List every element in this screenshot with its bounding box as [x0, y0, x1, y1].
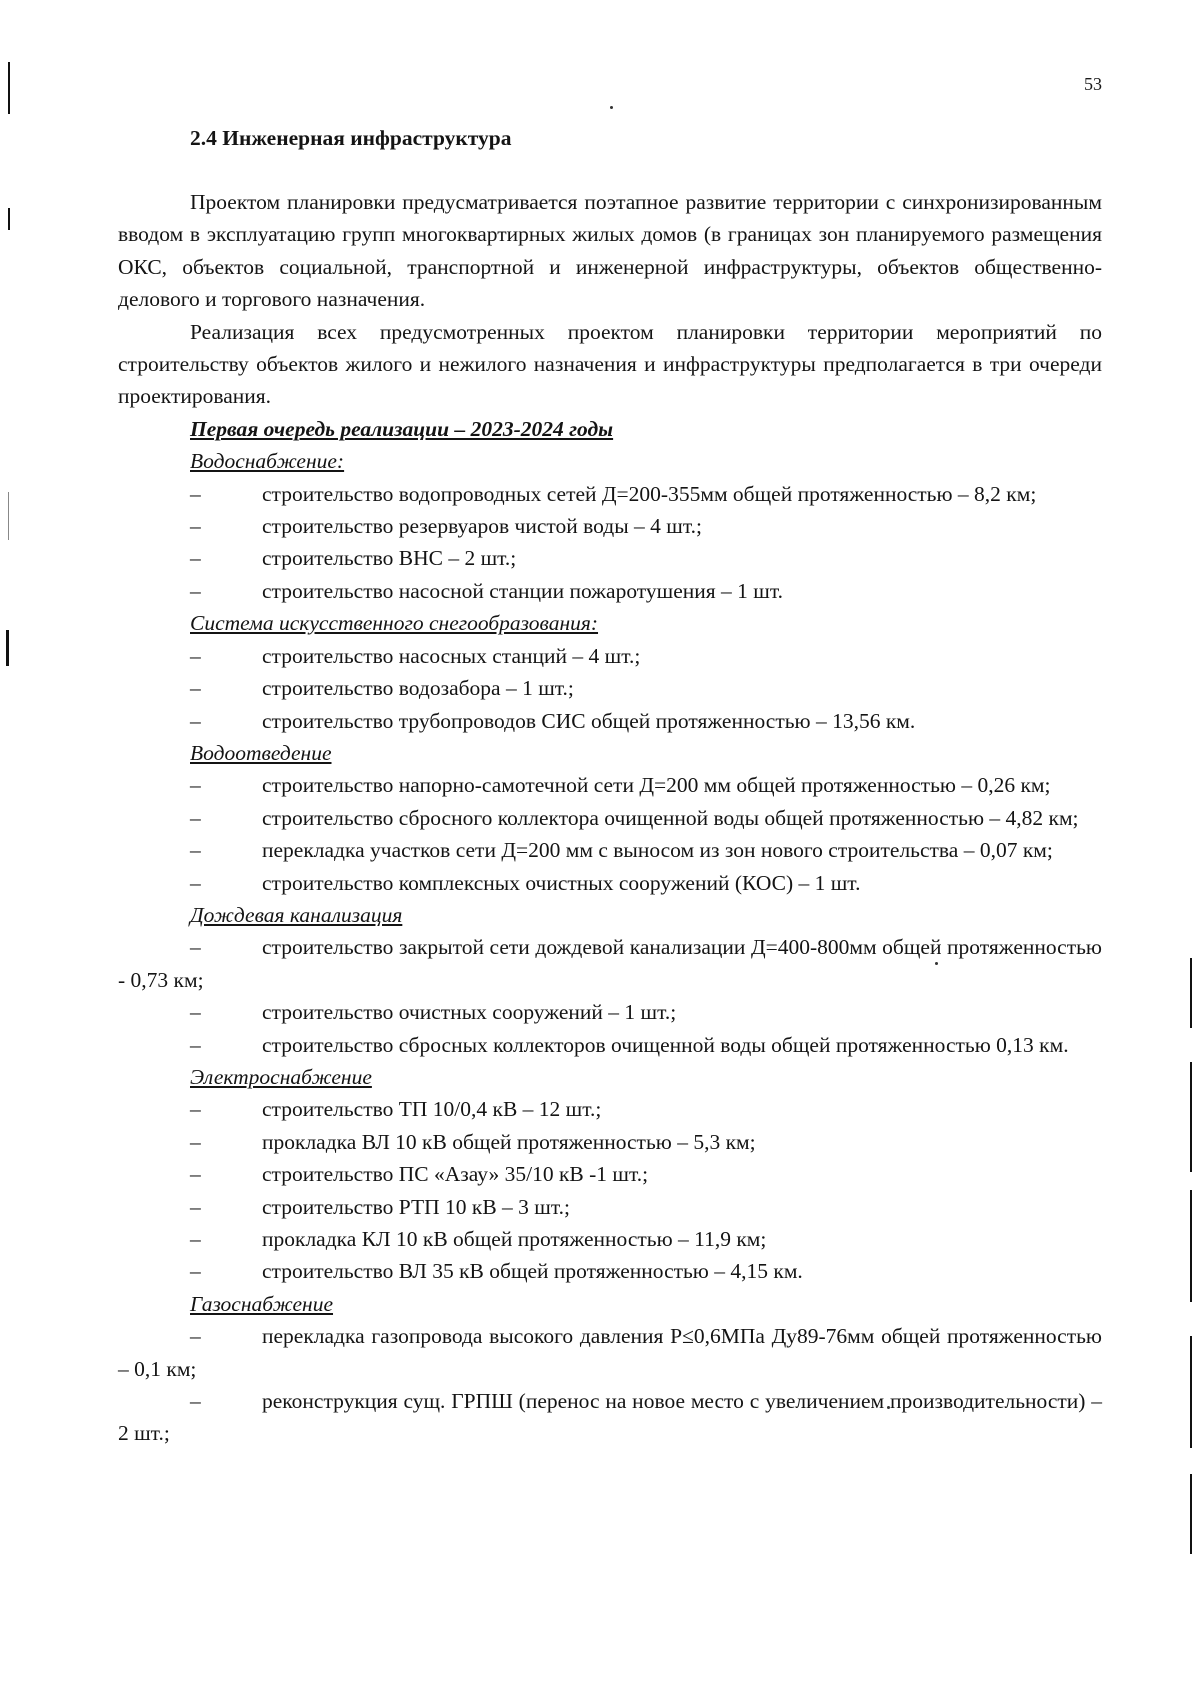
- list-dash: –: [190, 1227, 201, 1251]
- list-item: [118, 1093, 1102, 1125]
- document-body: [118, 122, 1102, 1450]
- list-dash: –: [190, 1194, 201, 1219]
- list-dash: –: [190, 708, 201, 733]
- list-dash: –: [190, 481, 201, 506]
- section-title: Электроснабжение: [190, 1064, 372, 1089]
- list-dash: –: [190, 870, 201, 895]
- scan-mark: [8, 208, 10, 230]
- list-dash: –: [190, 643, 201, 668]
- list-item: [118, 575, 1102, 607]
- section-title: Водоснабжение:: [190, 449, 345, 474]
- list-item-text: строительство напорно-самотечной сети Д=200 мм общей протяженностью – 0,26 км;: [262, 773, 1051, 798]
- paragraph: Проектом планировки предусматривается поэтапное развитие территории с синхронизированным вводом в эксплуатацию групп многоквартирных жилых домов (в границах зон планируемого размещения ОКС, объектов социальной, транспортной и инженерной инфраструктуры, объектов общественно-делового и торгового назначения.: [118, 190, 1102, 312]
- list-item: [118, 769, 1102, 801]
- list-item-text: перекладка участков сети Д=200 мм с выносом из зон нового строительства – 0,07 км;: [262, 838, 1053, 863]
- list-item: [118, 705, 1102, 737]
- page-number: 53: [1084, 74, 1102, 94]
- list-dash: –: [190, 1000, 201, 1025]
- scan-mark: [6, 630, 9, 666]
- list-item-text: строительство трубопроводов СИС общей протяженностью – 13,56 км.: [262, 708, 916, 733]
- list-item-text: строительство резервуаров чистой воды – 4 шт.;: [262, 514, 702, 539]
- list-item: [118, 802, 1102, 834]
- list-item-text: строительство сбросных коллекторов очищенной воды общей протяженностью 0,13 км.: [262, 1032, 1069, 1057]
- list-item: [118, 867, 1102, 899]
- list-item-text: строительство закрытой сети дождевой канализации Д=400-800мм общей протяженностью - 0,73 км;: [118, 935, 1102, 992]
- list-dash: –: [190, 676, 201, 701]
- section-title: Дождевая канализация: [190, 902, 403, 927]
- list-item-text: строительство комплексных очистных сооружений (КОС) – 1 шт.: [262, 870, 861, 895]
- list-dash: –: [190, 1097, 201, 1122]
- section-title: Водоотведение: [190, 740, 332, 765]
- list-dash: –: [190, 805, 201, 830]
- list-item: [118, 542, 1102, 574]
- list-item: [118, 672, 1102, 704]
- list-item: [118, 478, 1102, 510]
- list-dash: –: [190, 935, 201, 960]
- scan-mark: [8, 62, 10, 114]
- list-item: [118, 510, 1102, 542]
- section-title: Газоснабжение: [190, 1291, 334, 1316]
- list-item-text: прокладка ВЛ 10 кВ общей протяженностью – 5,3 км;: [262, 1129, 756, 1154]
- scan-mark: [1190, 1474, 1192, 1554]
- scan-mark: [8, 492, 9, 540]
- scan-dot: [610, 106, 613, 109]
- list-item-text: перекладка газопровода высокого давления Р≤0,6МПа Ду89-76мм общей протяженностью – 0,1 км;: [118, 1324, 1102, 1381]
- list-item-text: строительство насосной станции пожаротушения – 1 шт.: [262, 578, 783, 603]
- list-dash: –: [190, 838, 201, 863]
- list-item: [118, 1320, 1102, 1385]
- scan-mark: [1190, 1190, 1192, 1302]
- section-title: Система искусственного снегообразования:: [190, 611, 599, 636]
- list-dash: –: [190, 514, 201, 539]
- list-item: [118, 1126, 1102, 1158]
- list-item-text: строительство насосных станций – 4 шт.;: [262, 643, 641, 668]
- scan-mark: [1190, 1336, 1192, 1448]
- list-item-text: строительство РТП 10 кВ – 3 шт.;: [262, 1194, 570, 1219]
- list-item: [118, 931, 1102, 996]
- list-item: [118, 1385, 1102, 1450]
- list-dash: –: [190, 773, 201, 798]
- list-item: [118, 996, 1102, 1028]
- list-dash: –: [190, 1129, 201, 1154]
- stage-title: Первая очередь реализации – 2023-2024 годы: [190, 416, 614, 441]
- list-item-text: строительство ВЛ 35 кВ общей протяженностью – 4,15 км.: [262, 1259, 803, 1284]
- list-dash: –: [190, 1259, 201, 1284]
- list-item: [118, 640, 1102, 672]
- list-item-text: строительство водопроводных сетей Д=200-355мм общей протяженностью – 8,2 км;: [262, 481, 1037, 506]
- paragraph: Реализация всех предусмотренных проектом планировки территории мероприятий по строительству объектов жилого и нежилого назначения и инфраструктуры предполагается в три очереди проектирования.: [118, 319, 1102, 409]
- list-dash: –: [190, 1389, 201, 1414]
- list-dash: –: [190, 1162, 201, 1187]
- list-item: [118, 1255, 1102, 1287]
- list-dash: –: [190, 578, 201, 603]
- list-item: [118, 1223, 1102, 1255]
- scan-mark: [1190, 958, 1192, 1028]
- list-dash: –: [190, 546, 201, 571]
- list-dash: –: [190, 1324, 201, 1349]
- section-heading: 2.4 Инженерная инфраструктура: [190, 126, 512, 150]
- sections-list: [118, 445, 1102, 1450]
- list-item-text: строительство ВНС – 2 шт.;: [262, 546, 517, 571]
- list-item-text: строительство сбросного коллектора очищенной воды общей протяженностью – 4,82 км;: [262, 805, 1079, 830]
- list-item-text: строительство водозабора – 1 шт.;: [262, 676, 574, 701]
- list-item: [118, 1158, 1102, 1190]
- list-item: [118, 1029, 1102, 1061]
- list-item-text: строительство ПС «Азау» 35/10 кВ -1 шт.;: [262, 1162, 649, 1187]
- list-item-text: строительство очистных сооружений – 1 шт.;: [262, 1000, 677, 1025]
- list-item: [118, 1191, 1102, 1223]
- list-dash: –: [190, 1032, 201, 1057]
- list-item-text: прокладка КЛ 10 кВ общей протяженностью – 11,9 км;: [262, 1227, 767, 1251]
- list-item-text: строительство ТП 10/0,4 кВ – 12 шт.;: [262, 1097, 602, 1122]
- scan-mark: [1190, 1062, 1192, 1172]
- list-item-text: реконструкция сущ. ГРПШ (перенос на новое место с увеличением производительности) – 2 шт.;: [118, 1389, 1102, 1446]
- list-item: [118, 834, 1102, 866]
